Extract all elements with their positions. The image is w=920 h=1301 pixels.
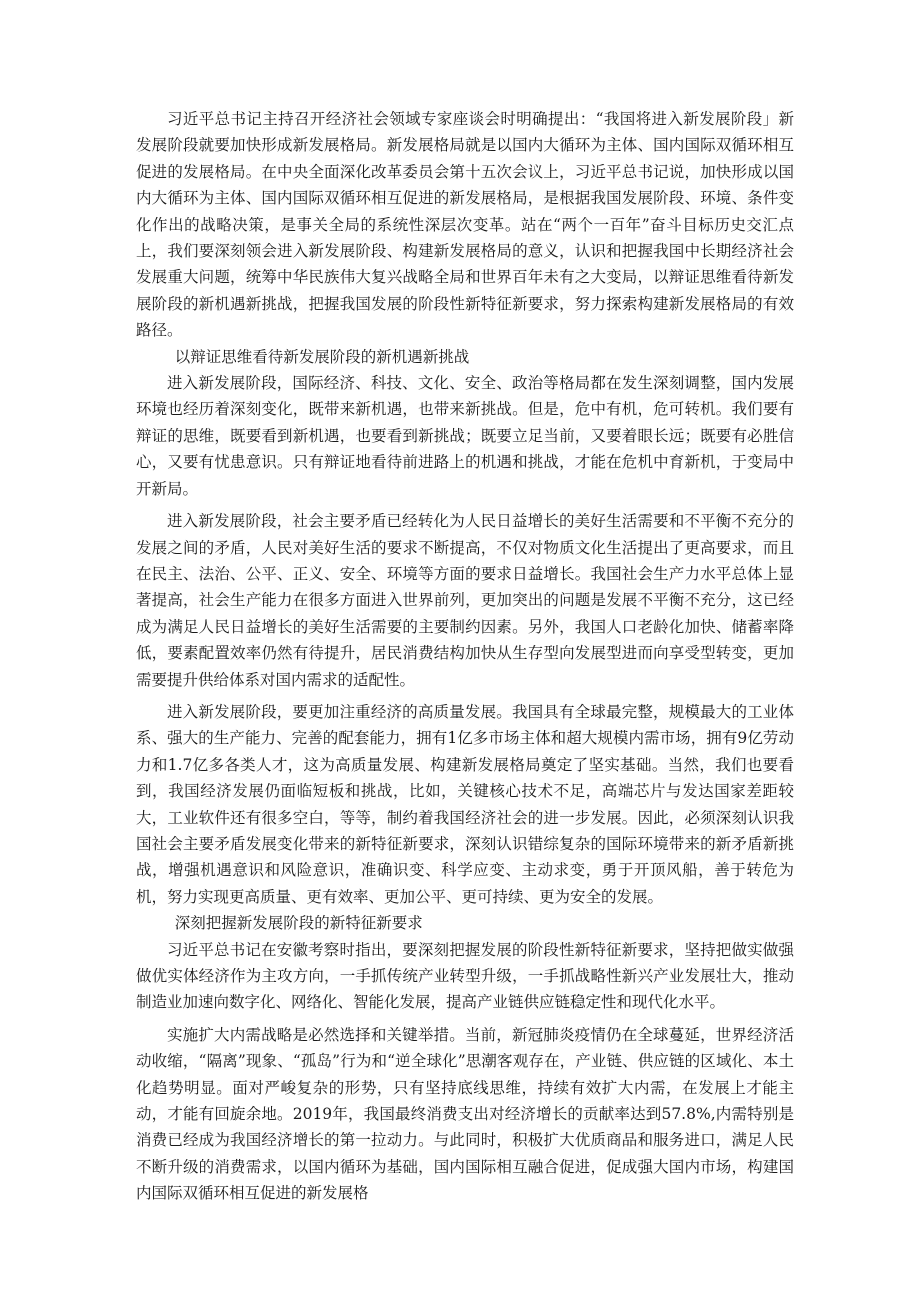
paragraph-intro: 习近平总书记主持召开经济社会领域专家座谈会时明确提出：“我国将进入新发展阶段」新发展阶段就要加快形成新发展格局。新发展格局就是以国内大循环为主体、国内国际双循环相互促进的发展格局。在中央全面深化改革委员会第十五次会议上，习近平总书记说，加快形成以国内大循环为主体、国内国际双循环相互促进的新发展格局，是根据我国发展阶段、环境、条件变化作出的战略决策，是事关全局的系统性深层次变革。站在“两个一百年”奋斗目标历史交汇点上，我们要深刻领会进入新发展阶段、构建新发展格局的意义，认识和把握我国中长期经济社会发展重大问题，统筹中华民族伟大复兴战略全局和世界百年未有之大变局，以辩证思维看待新发展阶段的新机遇新挑战，把握我国发展的阶段性新特征新要求，努力探索构建新发展格局的有效路径。 bbox=[136, 110, 794, 340]
section-heading-new-features: 深刻把握新发展阶段的新特征新要求 bbox=[174, 914, 423, 933]
paragraph-high-quality-development: 进入新发展阶段，要更加注重经济的高质量发展。我国具有全球最完整，规模最大的工业体系、强大的生产能力、完善的配套能力，拥有1亿多市场主体和超大规模内需市场，拥有9亿劳动力和1.7亿多各类人才，这为高质量发展、构建新发展格局奠定了坚实基础。当然，我们也要看到，我国经济发展仍面临短板和挑战，比如，关键核心技术不足，高端芯片与发达国家差距较大，工业软件还有很多空白，等等，制约着我国经济社会的进一步发展。因此，必须深刻认识我国社会主要矛盾发展变化带来的新特征新要求，深刻认识错综复杂的国际环境带来的新矛盾新挑战，增强机遇意识和风险意识，准确识变、科学应变、主动求变，勇于开顶风船，善于转危为机，努力实现更高质量、更有效率、更加公平、更可持续、更为安全的发展。 bbox=[136, 702, 794, 906]
paragraph-anhui-inspection: 习近平总书记在安徽考察时指出，要深刻把握发展的阶段性新特征新要求，坚持把做实做强做优实体经济作为主攻方向，一手抓传统产业转型升级，一手抓战略性新兴产业发展壮大，推动制造业加速向数字化、网络化、智能化发展，提高产业链供应链稳定性和现代化水平。 bbox=[136, 940, 794, 1012]
paragraph-dialectical-thinking: 进入新发展阶段，国际经济、科技、文化、安全、政治等格局都在发生深刻调整，国内发展环境也经历着深刻变化，既带来新机遇，也带来新挑战。但是，危中有机，危可转机。我们要有辩证的思维，既要看到新机遇，也要看到新挑战；既要立足当前，又要着眼长远；既要有必胜信心，又要有忧患意识。只有辩证地看待前进路上的机遇和挑战，才能在危机中育新机，于变局中开新局。 bbox=[136, 374, 794, 498]
article-body bbox=[136, 106, 794, 1207]
paragraph-domestic-demand: 实施扩大内需战略是必然选择和关键举措。当前，新冠肺炎疫情仍在全球蔓延，世界经济活动收缩，“隔离”现象、“孤岛”行为和“逆全球化”思潮客观存在，产业链、供应链的区域化、本土化趋势明显。面对严峻复杂的形势，只有坚持底线思维，持续有效扩大内需，在发展上才能主动，才能有回旋余地。2019年，我国最终消费支出对经济增长的贡献率达到57.8%,内需特别是消费已经成为我国经济增长的第一拉动力。与此同时，积极扩大优质商品和服务进口，满足人民不断升级的消费需求，以国内循环为基础，国内国际相互融合促进，促成强大国内市场，构建国内国际双循环相互促进的新发展格 bbox=[136, 1025, 794, 1203]
paragraph-principal-contradiction: 进入新发展阶段，社会主要矛盾已经转化为人民日益增长的美好生活需要和不平衡不充分的发展之间的矛盾，人民对美好生活的要求不断提高，不仅对物质文化生活提出了更高要求，而且在民主、法治、公平、正义、安全、环境等方面的要求日益增长。我国社会生产力水平总体上显著提高，社会生产能力在很多方面进入世界前列，更加突出的问题是发展不平衡不充分，这已经成为满足人民日益增长的美好生活需要的主要制约因素。另外，我国人口老龄化加快、储蓄率降低，要素配置效率仍然有待提升，居民消费结构加快从生存型向发展型进而向享受型转变，更加需要提升供给体系对国内需求的适配性。 bbox=[136, 512, 794, 689]
section-heading-opportunities: 以辩证思维看待新发展阶段的新机遇新挑战 bbox=[174, 347, 470, 366]
